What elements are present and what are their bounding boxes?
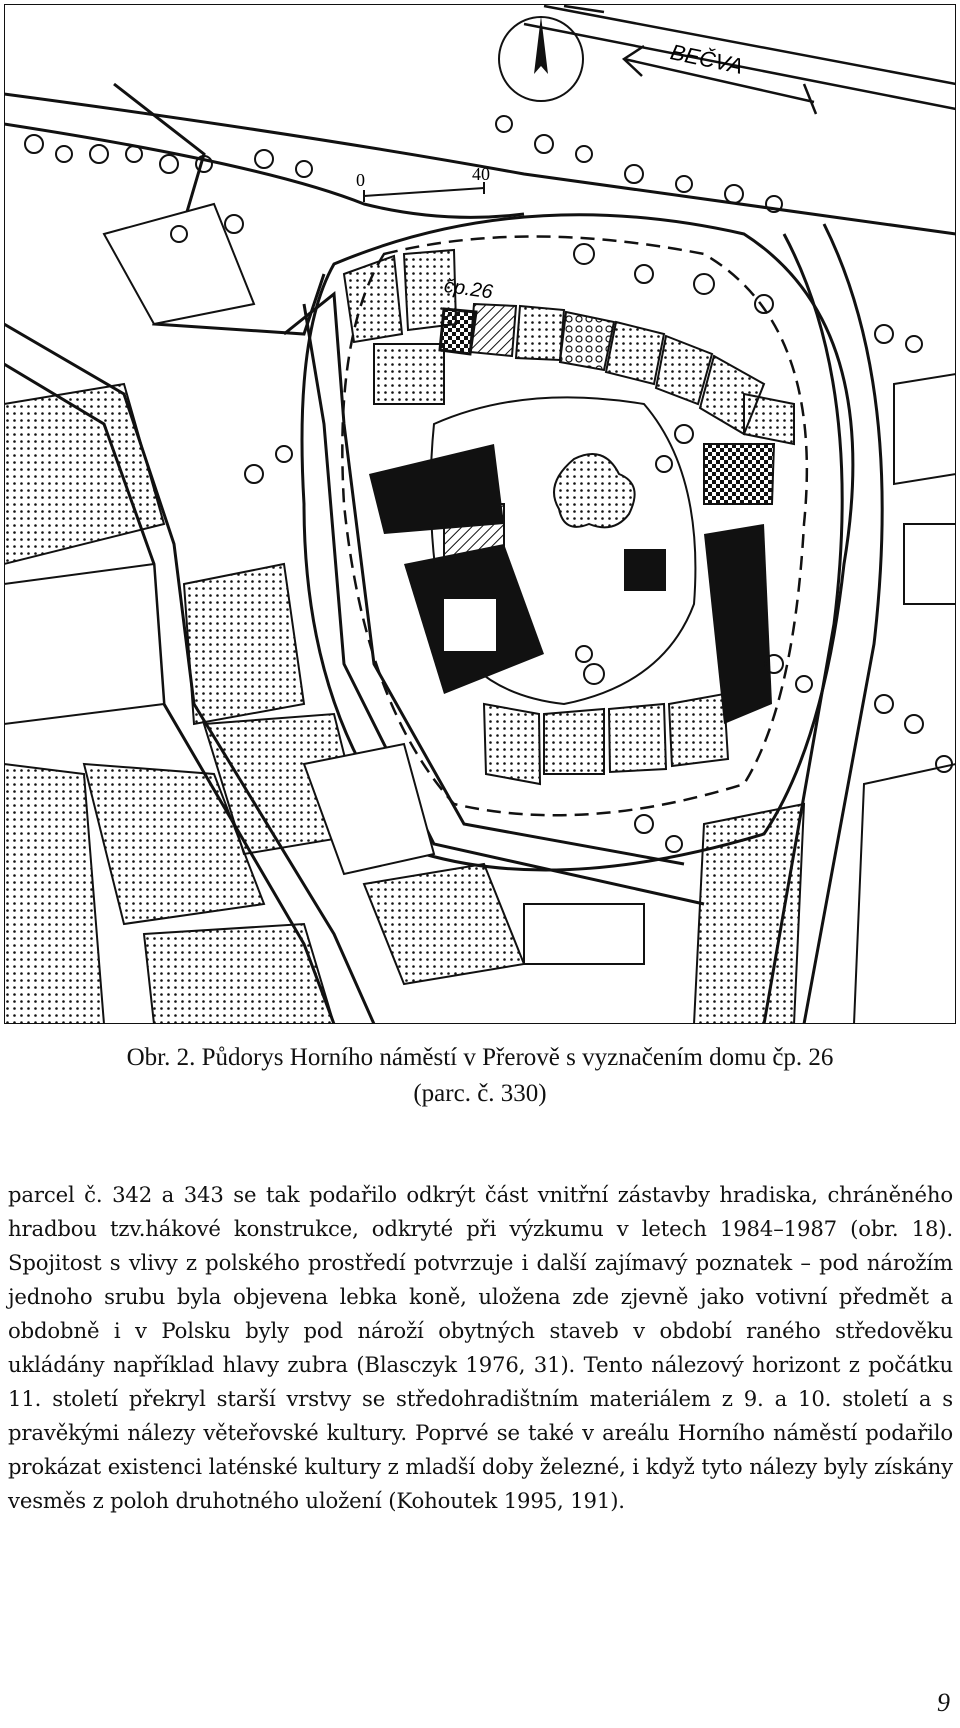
caption-line-1: Obr. 2. Půdorys Horního náměstí v Přerově s vyznačením domu čp. 26 [126, 1044, 834, 1071]
body-text [8, 1178, 953, 1518]
site-plan-figure [4, 4, 956, 1024]
scale-end-label: 40 [472, 164, 490, 184]
figure-caption [0, 1040, 960, 1112]
body-paragraph: parcel č. 342 a 343 se tak podařilo odkrýt část vnitřní zástavby hradiska, chráněného hradbou tzv.hákové konstrukce, odkryté při výzkumu v letech 1984–1987 (obr. 18). Spojitost s vlivy z polského prostředí potvrzuje i další zajímavý poznatek – pod nárožím jednoho srubu byla objevena lebka koně, uložena zde zjevně jako votivní předmět a obdobně i v Polsku byly pod nároží obytných staveb v období raného středověku ukládány například hlavy zubra (Blasczyk 1976, 31). Tento nálezový horizont z počátku 11. století překryl starší vrstvy se středohradištním materiálem z 9. a 10. století a s pravěkými nálezy věteřovské kultury. Poprvé se také v areálu Horního náměstí podařilo prokázat existenci laténské kultury z mladší doby železné, i když tyto nálezy byly získány vesměs z poloh druhotného uložení (Kohoutek 1995, 191). [8, 1182, 953, 1513]
town-square-plan-map [4, 4, 956, 1024]
page-number: 9 [937, 1688, 950, 1717]
river-label: BEČVA [668, 39, 746, 79]
caption-line-2: (parc. č. 330) [413, 1080, 547, 1107]
house-26-label: čp.26 [442, 274, 495, 304]
scale-start-label: 0 [356, 170, 365, 190]
